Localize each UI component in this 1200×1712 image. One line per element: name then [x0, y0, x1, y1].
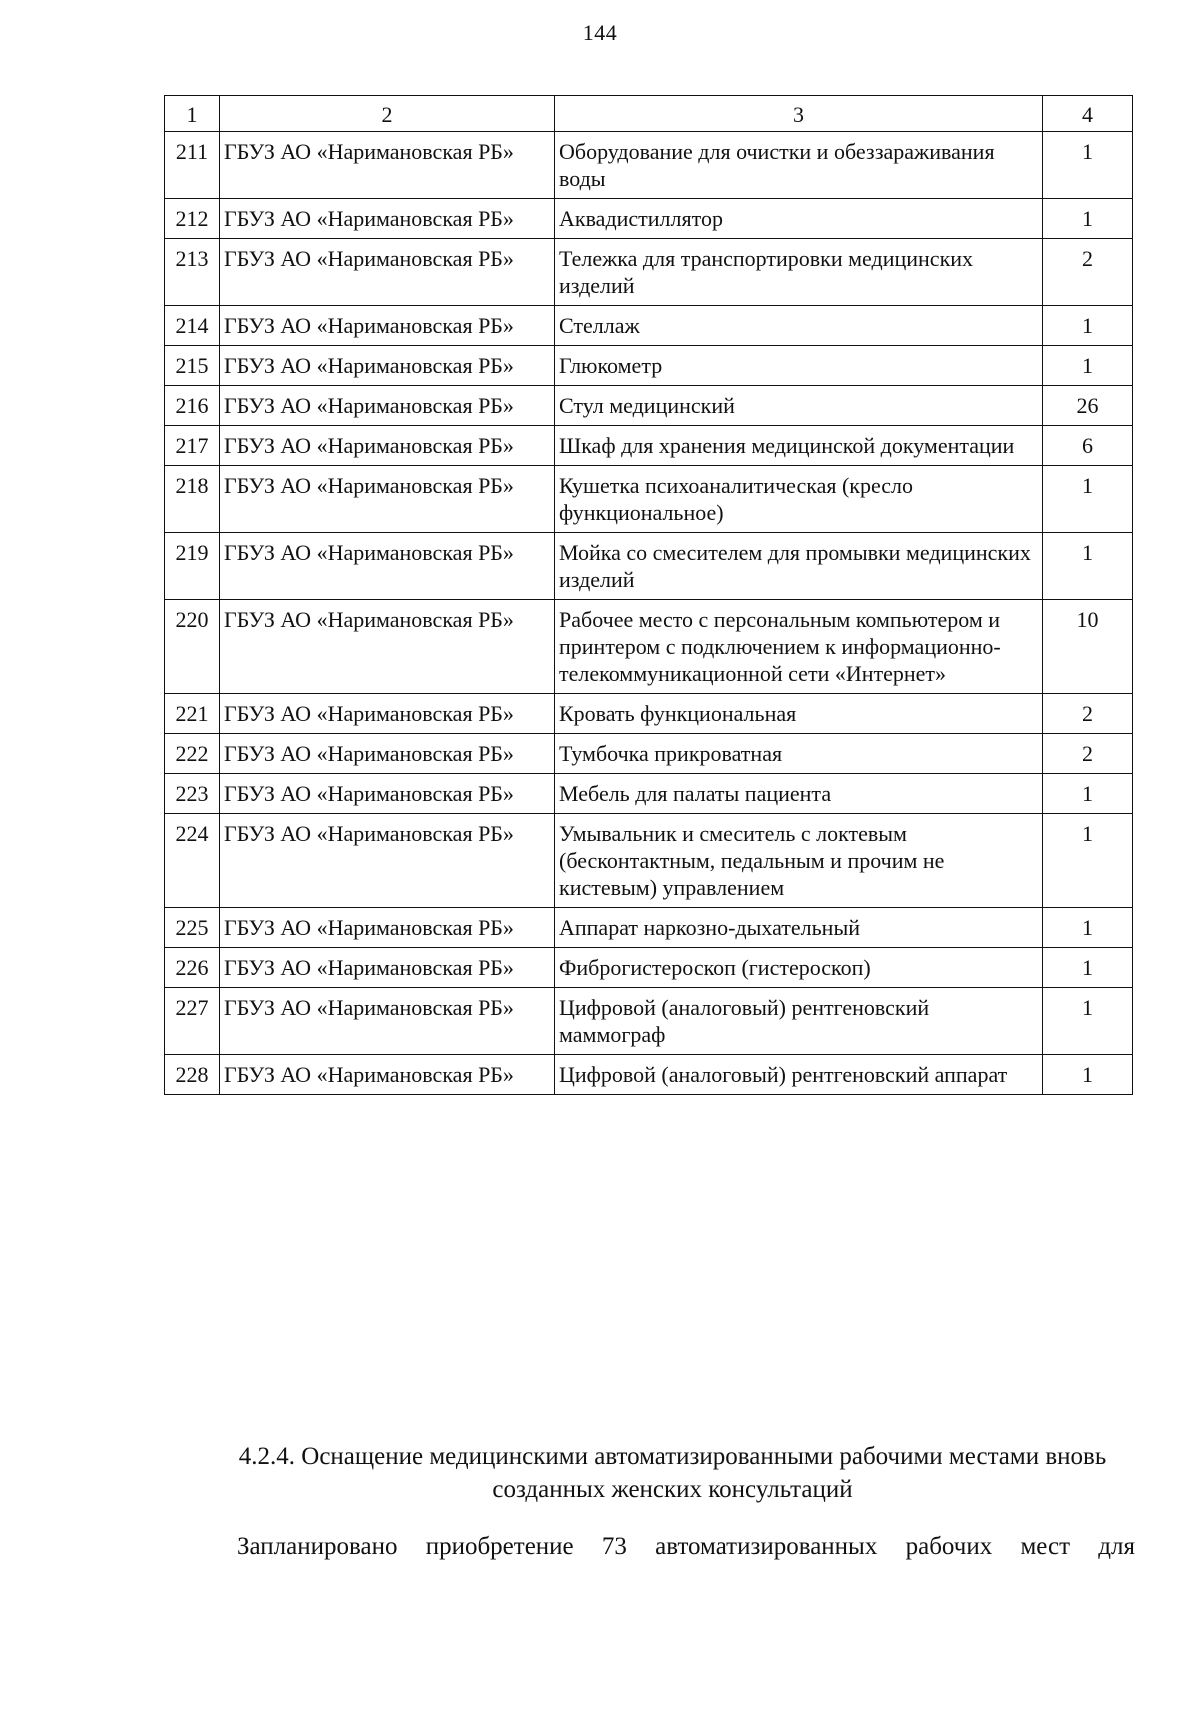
- quantity-cell: 1: [1043, 466, 1133, 533]
- quantity-cell: 1: [1043, 1055, 1133, 1095]
- table-row: [165, 346, 1133, 386]
- equipment-name-cell: Мойка со смесителем для промывки медицинских изделий: [555, 533, 1043, 600]
- equipment-name-cell: Глюкометр: [555, 346, 1043, 386]
- organization-cell: ГБУЗ АО «Наримановская РБ»: [220, 908, 555, 948]
- equipment-name-cell: Фиброгистероскоп (гистероскоп): [555, 948, 1043, 988]
- organization-cell: ГБУЗ АО «Наримановская РБ»: [220, 306, 555, 346]
- table-row: [165, 426, 1133, 466]
- equipment-name-cell: Умывальник и смеситель с локтевым (бесконтактным, педальным и прочим не кистевым) управлением: [555, 814, 1043, 908]
- organization-cell: ГБУЗ АО «Наримановская РБ»: [220, 426, 555, 466]
- equipment-name-cell: Кушетка психоаналитическая (кресло функциональное): [555, 466, 1043, 533]
- quantity-cell: 10: [1043, 600, 1133, 694]
- row-number: 213: [165, 239, 220, 306]
- row-number: 228: [165, 1055, 220, 1095]
- row-number: 221: [165, 694, 220, 734]
- row-number: 215: [165, 346, 220, 386]
- quantity-cell: 1: [1043, 306, 1133, 346]
- organization-cell: ГБУЗ АО «Наримановская РБ»: [220, 132, 555, 199]
- table-row: [165, 694, 1133, 734]
- page-number: 144: [582, 20, 618, 45]
- row-number: 220: [165, 600, 220, 694]
- table-row: [165, 239, 1133, 306]
- organization-cell: ГБУЗ АО «Наримановская РБ»: [220, 734, 555, 774]
- organization-cell: ГБУЗ АО «Наримановская РБ»: [220, 694, 555, 734]
- header-cell-1: 1: [165, 96, 220, 132]
- quantity-cell: 1: [1043, 199, 1133, 239]
- row-number: 222: [165, 734, 220, 774]
- organization-cell: ГБУЗ АО «Наримановская РБ»: [220, 1055, 555, 1095]
- quantity-cell: 1: [1043, 814, 1133, 908]
- organization-cell: ГБУЗ АО «Наримановская РБ»: [220, 533, 555, 600]
- table-row: [165, 199, 1133, 239]
- row-number: 214: [165, 306, 220, 346]
- organization-cell: ГБУЗ АО «Наримановская РБ»: [220, 346, 555, 386]
- equipment-name-cell: Оборудование для очистки и обеззараживания воды: [555, 132, 1043, 199]
- table-row: [165, 600, 1133, 694]
- header-cell-3: 3: [555, 96, 1043, 132]
- row-number: 225: [165, 908, 220, 948]
- table-row: [165, 306, 1133, 346]
- table-row: [165, 774, 1133, 814]
- header-cell-4: 4: [1043, 96, 1133, 132]
- equipment-table: [164, 95, 1133, 1095]
- quantity-cell: 1: [1043, 346, 1133, 386]
- row-number: 216: [165, 386, 220, 426]
- row-number: 223: [165, 774, 220, 814]
- header-cell-2: 2: [220, 96, 555, 132]
- equipment-name-cell: Аппарат наркозно-дыхательный: [555, 908, 1043, 948]
- quantity-cell: 1: [1043, 533, 1133, 600]
- quantity-cell: 6: [1043, 426, 1133, 466]
- equipment-name-cell: Мебель для палаты пациента: [555, 774, 1043, 814]
- table-header-row: [165, 96, 1133, 132]
- equipment-name-cell: Цифровой (аналоговый) рентгеновский аппарат: [555, 1055, 1043, 1095]
- row-number: 211: [165, 132, 220, 199]
- organization-cell: ГБУЗ АО «Наримановская РБ»: [220, 774, 555, 814]
- table-row: [165, 814, 1133, 908]
- equipment-name-cell: Аквадистиллятор: [555, 199, 1043, 239]
- table-row: [165, 132, 1133, 199]
- quantity-cell: 1: [1043, 774, 1133, 814]
- quantity-cell: 26: [1043, 386, 1133, 426]
- quantity-cell: 2: [1043, 239, 1133, 306]
- table-row: [165, 466, 1133, 533]
- organization-cell: ГБУЗ АО «Наримановская РБ»: [220, 600, 555, 694]
- quantity-cell: 2: [1043, 734, 1133, 774]
- quantity-cell: 1: [1043, 988, 1133, 1055]
- organization-cell: ГБУЗ АО «Наримановская РБ»: [220, 199, 555, 239]
- row-number: 226: [165, 948, 220, 988]
- row-number: 227: [165, 988, 220, 1055]
- table-row: [165, 734, 1133, 774]
- organization-cell: ГБУЗ АО «Наримановская РБ»: [220, 948, 555, 988]
- organization-cell: ГБУЗ АО «Наримановская РБ»: [220, 386, 555, 426]
- section-heading: 4.2.4. Оснащение медицинскими автоматизированными рабочими местами вновь созданных женских консультаций: [238, 1443, 1107, 1503]
- row-number: 219: [165, 533, 220, 600]
- table-row: [165, 533, 1133, 600]
- table-body: [165, 96, 1133, 1095]
- equipment-name-cell: Стеллаж: [555, 306, 1043, 346]
- quantity-cell: 2: [1043, 694, 1133, 734]
- row-number: 224: [165, 814, 220, 908]
- table-row: [165, 988, 1133, 1055]
- equipment-name-cell: Тумбочка прикроватная: [555, 734, 1043, 774]
- equipment-name-cell: Кровать функциональная: [555, 694, 1043, 734]
- equipment-name-cell: Шкаф для хранения медицинской документации: [555, 426, 1043, 466]
- organization-cell: ГБУЗ АО «Наримановская РБ»: [220, 988, 555, 1055]
- table-row: [165, 948, 1133, 988]
- quantity-cell: 1: [1043, 132, 1133, 199]
- organization-cell: ГБУЗ АО «Наримановская РБ»: [220, 239, 555, 306]
- equipment-name-cell: Стул медицинский: [555, 386, 1043, 426]
- quantity-cell: 1: [1043, 908, 1133, 948]
- table-row: [165, 908, 1133, 948]
- row-number: 217: [165, 426, 220, 466]
- body-paragraph: Запланировано приобретение 73 автоматизированных рабочих мест для: [237, 1533, 1135, 1560]
- equipment-name-cell: Рабочее место с персональным компьютером и принтером с подключением к информационно-телекоммуникационной сети «Интернет»: [555, 600, 1043, 694]
- equipment-name-cell: Цифровой (аналоговый) рентгеновский маммограф: [555, 988, 1043, 1055]
- row-number: 212: [165, 199, 220, 239]
- table-row: [165, 1055, 1133, 1095]
- quantity-cell: 1: [1043, 948, 1133, 988]
- organization-cell: ГБУЗ АО «Наримановская РБ»: [220, 814, 555, 908]
- table-row: [165, 386, 1133, 426]
- organization-cell: ГБУЗ АО «Наримановская РБ»: [220, 466, 555, 533]
- equipment-name-cell: Тележка для транспортировки медицинских изделий: [555, 239, 1043, 306]
- row-number: 218: [165, 466, 220, 533]
